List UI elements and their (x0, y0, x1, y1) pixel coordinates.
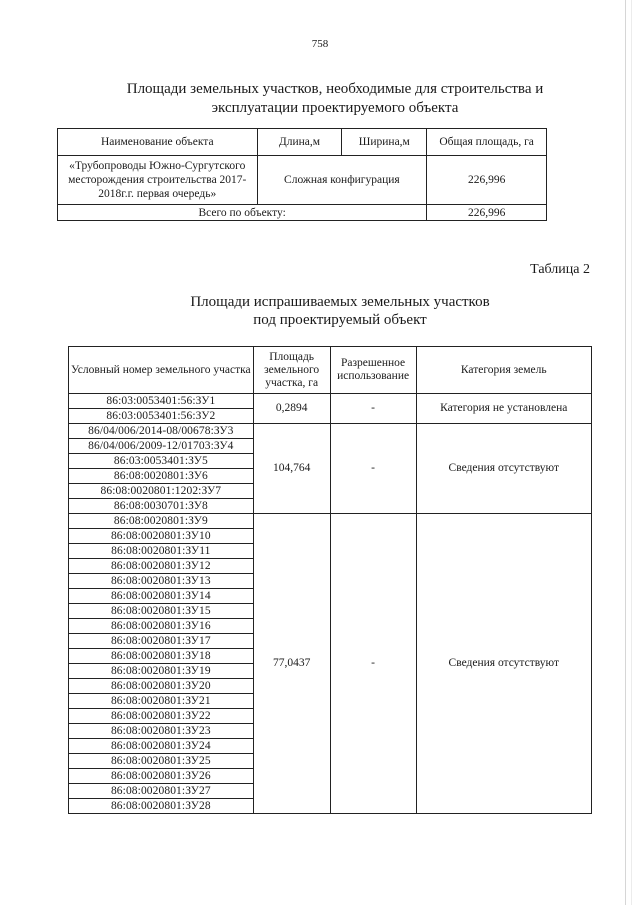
parcel-number: 86:08:0020801:ЗУ9 (69, 514, 254, 529)
table2-title (140, 293, 540, 329)
parcel-number: 86:08:0020801:ЗУ23 (69, 724, 254, 739)
table1-header-length: Длина,м (257, 129, 342, 156)
land-category: Сведения отсутствуют (416, 424, 591, 514)
parcel-number: 86:08:0020801:ЗУ16 (69, 619, 254, 634)
page-edge-line-outer (631, 0, 632, 905)
table2-title-line2: под проектируемый объект (253, 312, 427, 328)
parcel-number: 86:08:0020801:ЗУ20 (69, 679, 254, 694)
page-number: 758 (311, 38, 329, 50)
parcel-area: 77,0437 (253, 514, 330, 814)
table2-caption: Таблица 2 (530, 262, 590, 277)
table2-body (69, 394, 592, 814)
table2-header-land-category: Категория земель (416, 347, 591, 394)
parcel-number: 86:08:0020801:ЗУ15 (69, 604, 254, 619)
permitted-use: - (330, 424, 416, 514)
table1-header-name: Наименование объекта (58, 129, 258, 156)
parcel-number: 86:08:0020801:ЗУ11 (69, 544, 254, 559)
parcel-number: 86:08:0020801:ЗУ21 (69, 694, 254, 709)
parcel-number: 86:08:0020801:1202:ЗУ7 (69, 484, 254, 499)
parcel-number: 86:08:0020801:ЗУ12 (69, 559, 254, 574)
parcel-number: 86:08:0020801:ЗУ18 (69, 649, 254, 664)
parcel-area: 0,2894 (253, 394, 330, 424)
table2-header-parcel-number: Условный номер земельного участка (69, 347, 254, 394)
table-row (69, 514, 592, 529)
parcel-number: 86:08:0020801:ЗУ28 (69, 799, 254, 814)
parcel-number: 86:08:0020801:ЗУ26 (69, 769, 254, 784)
table-row (69, 424, 592, 439)
permitted-use: - (330, 514, 416, 814)
table2-title-line1: Площади испрашиваемых земельных участков (190, 294, 490, 310)
object-configuration: Сложная конфигурация (257, 156, 427, 205)
table1-header-row (58, 129, 547, 156)
parcel-number: 86:03:0053401:56:ЗУ1 (69, 394, 254, 409)
object-total-area: 226,996 (427, 156, 547, 205)
page-edge-line (625, 0, 626, 905)
parcel-number: 86:08:0020801:ЗУ25 (69, 754, 254, 769)
parcel-number: 86:08:0020801:ЗУ17 (69, 634, 254, 649)
parcel-number: 86:03:0053401:56:ЗУ2 (69, 409, 254, 424)
table1-header-width: Ширина,м (342, 129, 427, 156)
land-areas-table (57, 128, 547, 221)
parcel-number: 86:08:0020801:ЗУ10 (69, 529, 254, 544)
parcel-number: 86:08:0020801:ЗУ14 (69, 589, 254, 604)
permitted-use: - (330, 394, 416, 424)
table2-header-row (69, 347, 592, 394)
parcel-number: 86:08:0020801:ЗУ13 (69, 574, 254, 589)
parcel-number: 86:03:0053401:ЗУ5 (69, 454, 254, 469)
parcel-number: 86:08:0020801:ЗУ27 (69, 784, 254, 799)
parcel-area: 104,764 (253, 424, 330, 514)
table1-header-total-area: Общая площадь, га (427, 129, 547, 156)
parcel-number: 86/04/006/2014-08/00678:ЗУ3 (69, 424, 254, 439)
land-category: Категория не установлена (416, 394, 591, 424)
total-label: Всего по объекту: (58, 205, 427, 221)
table2-header-permitted-use: Разрешенное использование (330, 347, 416, 394)
parcel-number: 86:08:0020801:ЗУ6 (69, 469, 254, 484)
total-value: 226,996 (427, 205, 547, 221)
object-name: «Трубопроводы Южно-Сургутского месторождения строительства 2017-2018г.г. первая очередь» (58, 156, 258, 205)
parcel-number: 86:08:0020801:ЗУ19 (69, 664, 254, 679)
land-category: Сведения отсутствуют (416, 514, 591, 814)
parcel-number: 86/04/006/2009-12/01703:ЗУ4 (69, 439, 254, 454)
table1-title: Площади земельных участков, необходимые для строительства и эксплуатации проектируемого объекта (126, 81, 544, 116)
parcel-number: 86:08:0020801:ЗУ22 (69, 709, 254, 724)
table-row (69, 394, 592, 409)
table1-row (58, 156, 547, 205)
requested-parcels-table (68, 346, 592, 814)
table2-header-area: Площадь земельного участка, га (253, 347, 330, 394)
parcel-number: 86:08:0020801:ЗУ24 (69, 739, 254, 754)
parcel-number: 86:08:0030701:ЗУ8 (69, 499, 254, 514)
table1-total-row (58, 205, 547, 221)
